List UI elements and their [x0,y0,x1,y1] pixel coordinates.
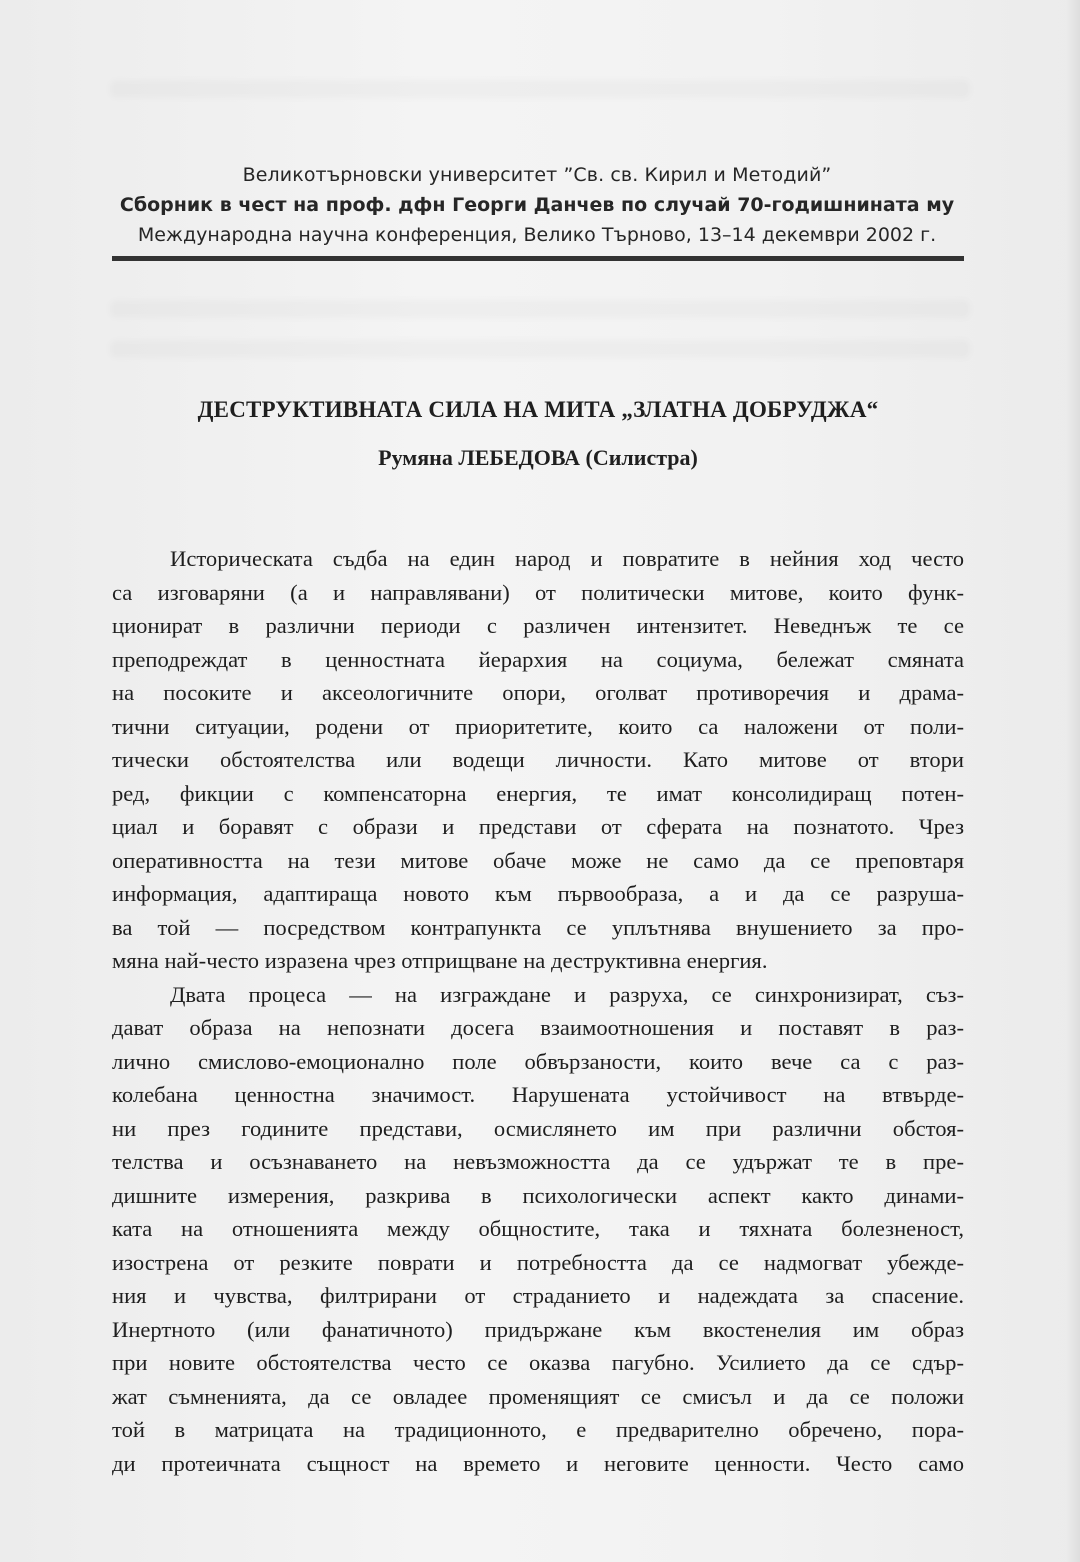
article-title: ДЕСТРУКТИВНАТА СИЛА НА МИТА „ЗЛАТНА ДОБРУДЖА“ [197,397,879,422]
paragraph-2 [112,978,964,1481]
text-line: телства и осъзнаването на невъзможността да се удържат те в пре- [112,1149,964,1174]
text-line: жат съмненията, да се овладее променящият се смисъл и да се положи [112,1383,964,1409]
text-line: Инертното (или фанатичното) придържане към вкостенелия им образ [112,1316,964,1342]
show-through-mark [110,340,970,358]
text-line: ката на отношенията между общностите, така и тяхната болезненост, [112,1216,964,1241]
text-line: ния и чувства, филтрирани от страданието и надеждата за спасение. [112,1283,964,1308]
text-line: дишните измерения, разкрива в психологически аспект както динами- [112,1182,964,1208]
text-line: оперативността на тези митове обаче може не само да се преповтаря [112,847,964,873]
publication-header [112,160,962,250]
text-line: мяна най-често изразена чрез отприщване на деструктивна енергия. [112,948,768,973]
text-line: при новите обстоятелства често се оказва пагубно. Усилието да се сдър- [112,1350,964,1375]
text-line: тически обстоятелства или водещи личности. Като митове от втори [112,747,964,772]
text-line: информация, адаптираща новото към първообраза, а и да се разруша- [112,881,964,906]
header-university: Великотърновски университет ”Св. св. Кирил и Методий” [242,164,832,186]
text-line: циал и боравят с образи и представи от сферата на познатото. Чрез [112,814,964,839]
text-line: на посоките и аксеологичните опори, оголват противоречия и драма- [112,680,964,705]
text-line: ционират в различни периоди с различен интензитет. Неведнъж те се [112,613,964,638]
text-line: лично смислово-емоционално поле обвързаности, които вече са с раз- [112,1048,964,1074]
text-line: той в матрицата на традиционното, е предварително обречено, пора- [112,1417,964,1442]
text-line: Историческата съдба на един народ и повратите в нейния ход често [170,546,964,571]
text-line: тични ситуации, родени от приоритетите, които са наложени от поли- [112,713,964,739]
page-edge-shadow [1066,0,1080,1562]
text-line: са изговаряни (а и направлявани) от политически митове, които функ- [112,579,964,605]
text-line: колебана ценностна значимост. Нарушената устойчивост на втвърде- [112,1082,964,1107]
article-author: Румяна ЛЕБЕДОВА (Силистра) [378,445,698,470]
show-through-mark [110,80,970,98]
text-line: ва той — посредством контрапункта се уплътнява внушението за про- [112,914,964,940]
header-rule [112,256,964,261]
text-line: дават образа на непознати досега взаимоотношения и поставят в раз- [112,1015,964,1040]
paragraph-1 [112,542,964,978]
header-collection: Сборник в чест на проф. дфн Георги Данчев по случай 70-годишнината му [119,194,955,216]
text-line: преподреждат в ценностната йерархия на социума, бележат смяната [112,646,964,672]
text-line: Двата процеса — на изграждане и разруха, се синхронизират, съз- [170,981,964,1007]
text-line: изострена от резките поврати и потребността да се надмогват убежде- [112,1249,964,1275]
text-line: ди протеичната същност на времето и неговите ценности. Често само [112,1450,964,1476]
text-line: ред, фикции с компенсаторна енергия, те имат консолидиращ потен- [112,780,964,806]
header-conference: Международна научна конференция, Велико Търново, 13–14 декември 2002 г. [137,224,937,246]
text-line: ни през годините представи, осмислянето им при различни обстоя- [112,1115,964,1141]
article-body [112,542,964,1480]
show-through-mark [110,300,970,318]
